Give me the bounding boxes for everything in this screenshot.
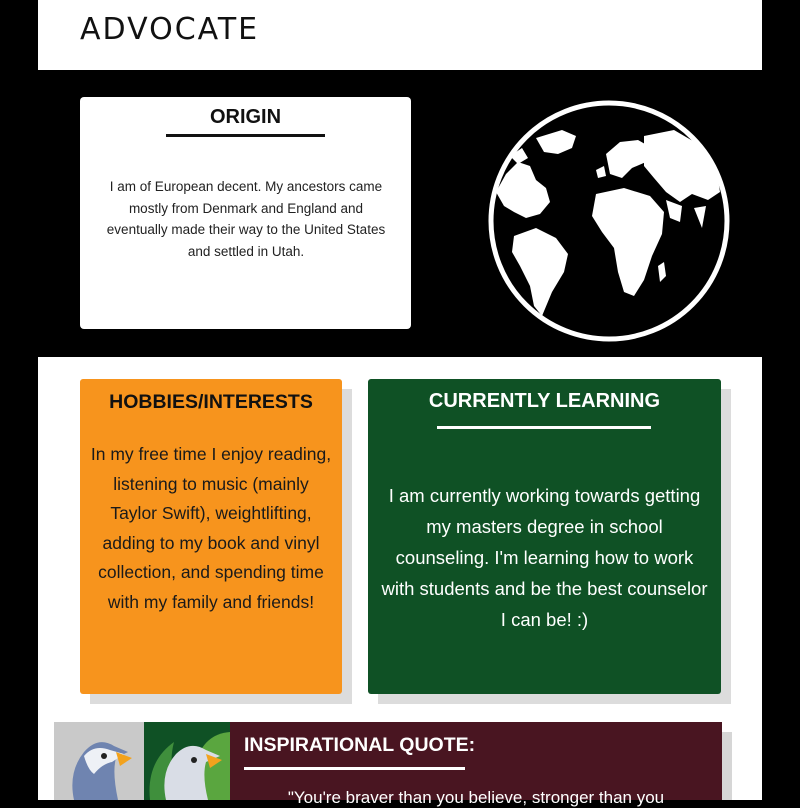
origin-divider [166,134,325,137]
learning-divider [437,426,651,429]
eagle-leaf-icon [144,722,230,800]
quote-heading: INSPIRATIONAL QUOTE: [244,734,476,756]
eagle-logo-green [144,722,230,800]
hobbies-heading: HOBBIES/INTERESTS [109,391,313,413]
eagle-logo-gray [54,722,144,800]
hobbies-text: In my free time I enjoy reading, listening to music (mainly Taylor Swift), weightlifting, adding to my book and vinyl collection, and spending time with my family and friends! [90,444,332,612]
quote-text: "You're braver than you believe, stronger than you [287,788,665,807]
globe-icon [484,96,734,346]
origin-heading: ORIGIN [209,106,282,128]
eagle-mascot-icon [54,722,144,800]
quote-divider [244,767,465,770]
learning-text: I am currently working towards getting my masters degree in school counseling. I'm learning how to work with students and be the best counselor I can be! :) [381,485,708,630]
page-title: ADVOCATE [80,12,260,47]
learning-heading: CURRENTLY LEARNING [428,390,661,412]
origin-text: I am of European decent. My ancestors came mostly from Denmark and England and eventually made their way to the United States and settled in Utah. [106,179,386,259]
